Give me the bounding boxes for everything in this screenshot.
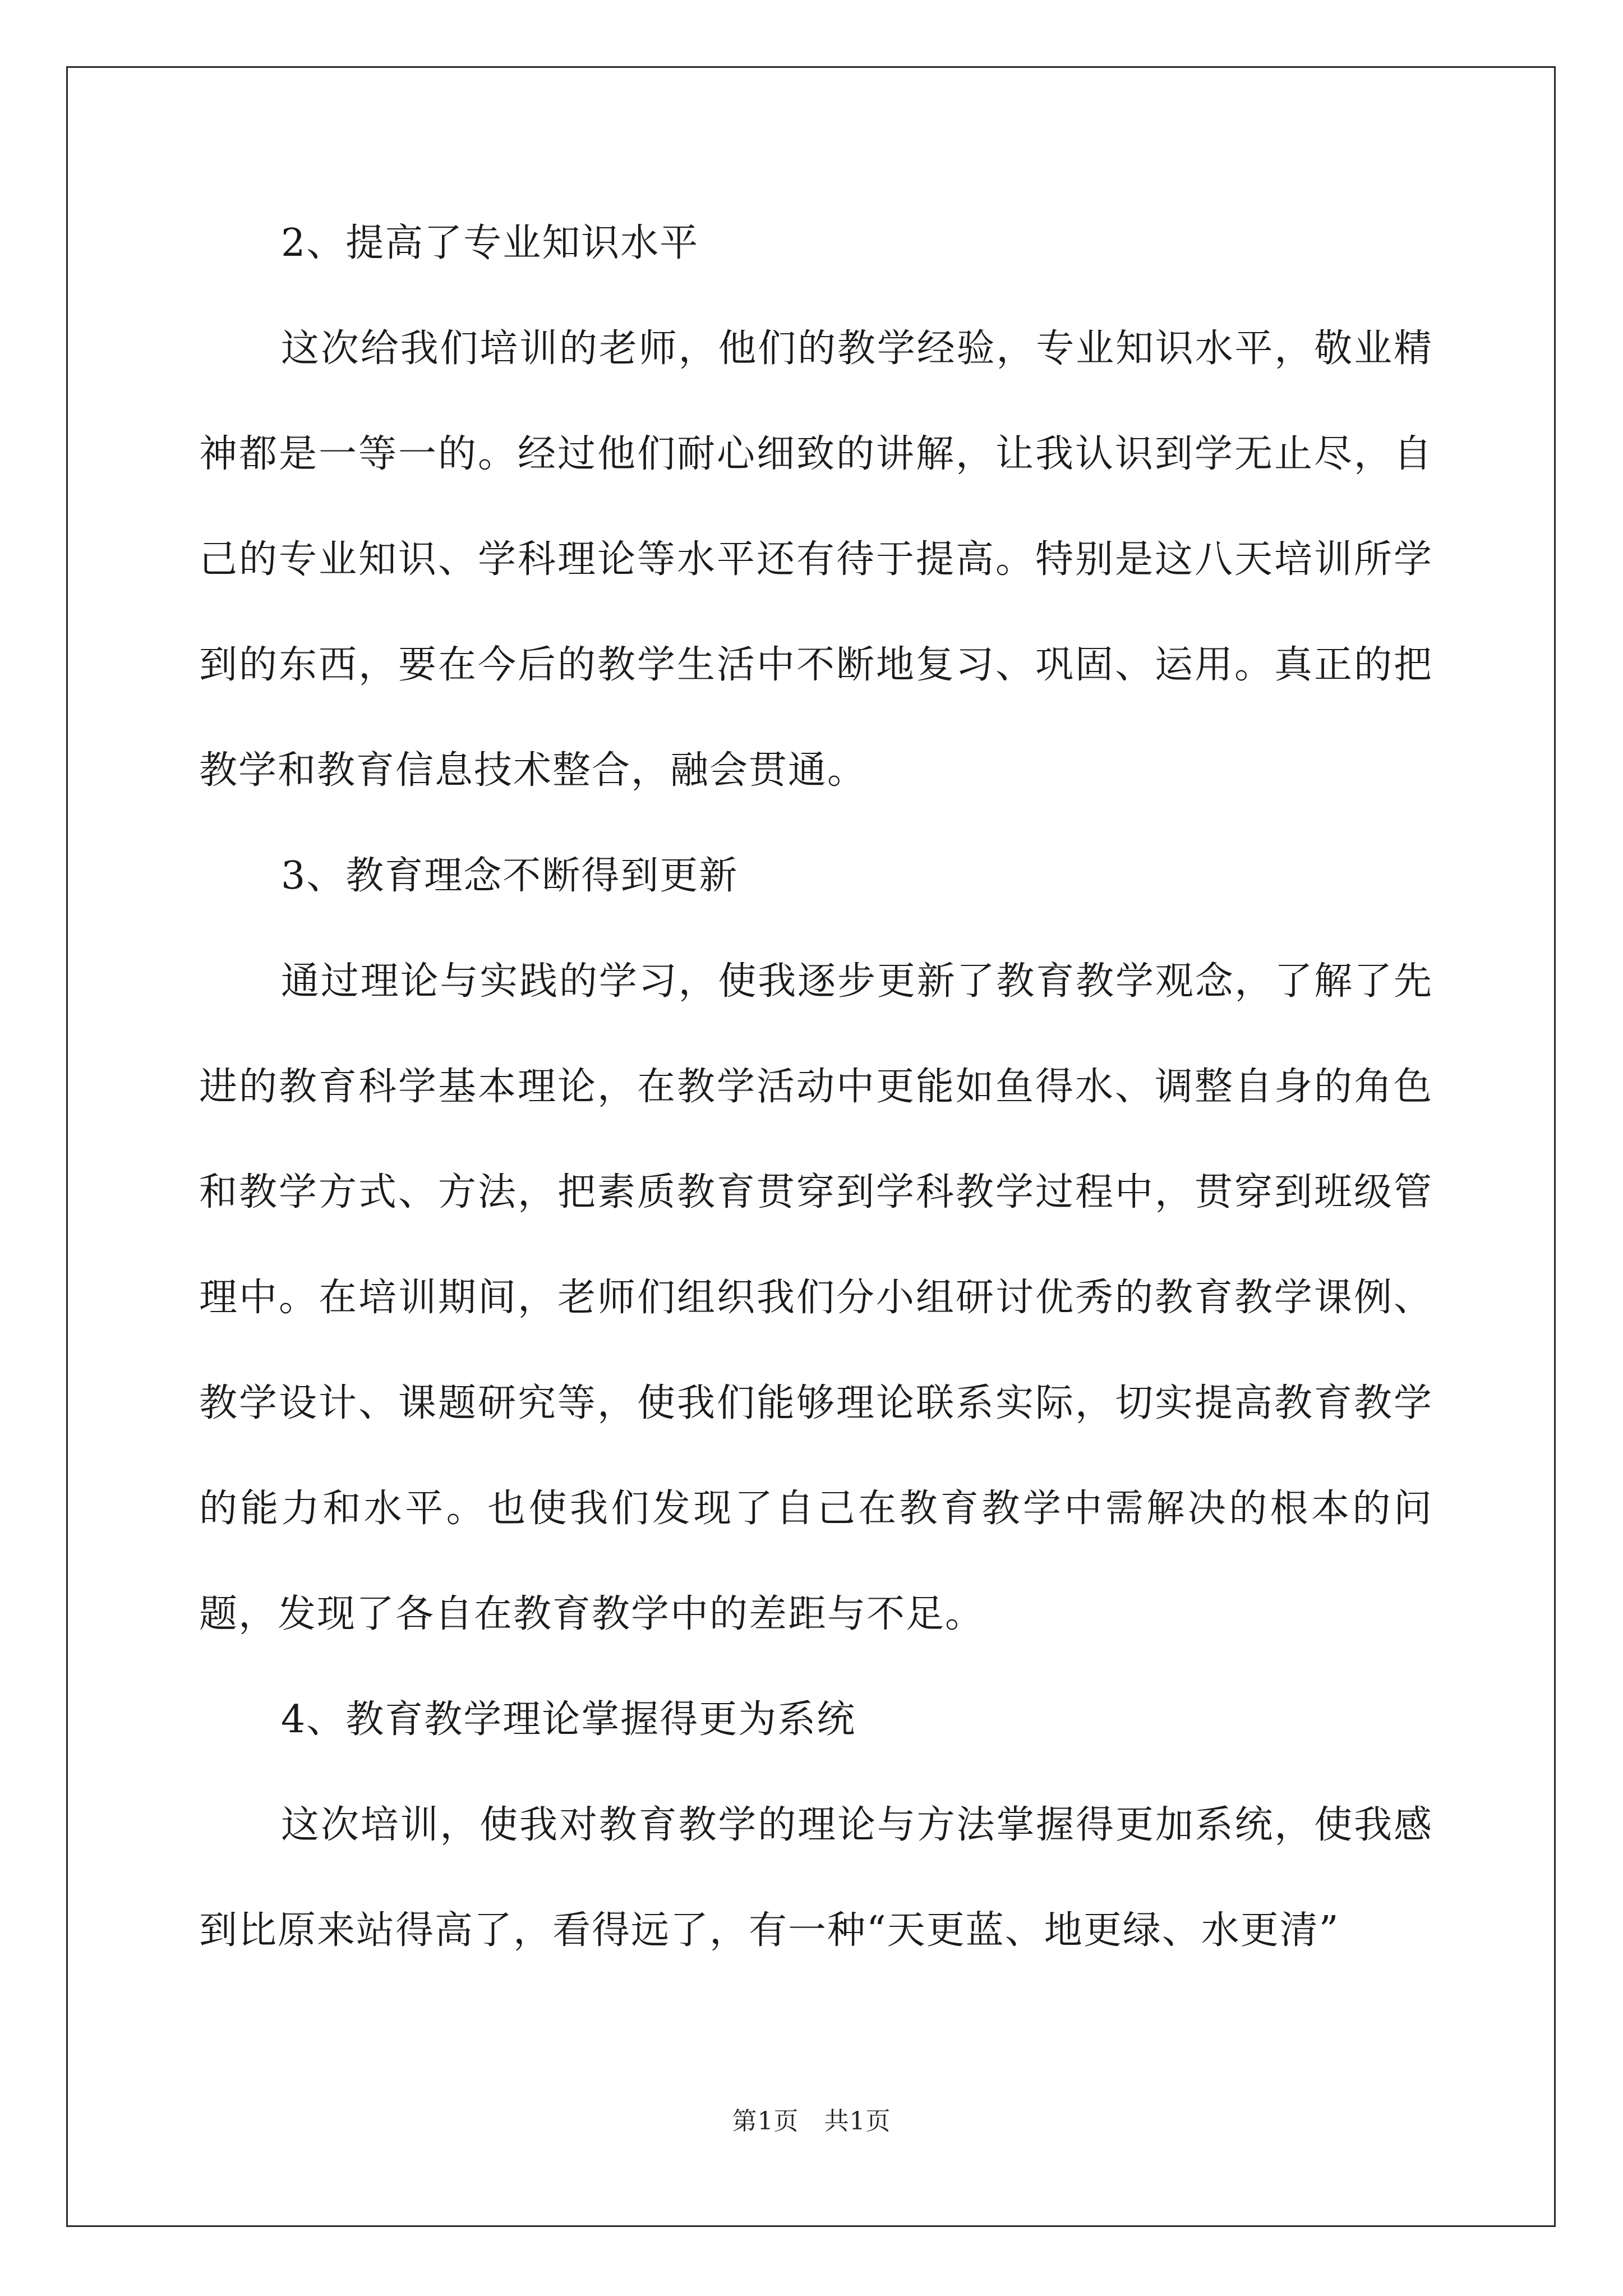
section-paragraph-2: 这次给我们培训的老师，他们的教学经验，专业知识水平，敬业精神都是一等一的。经过他们耐心细致的讲解，让我认识到学无止尽，自己的专业知识、学科理论等水平还有待于提高。特别是这八天培训所学到的东西，要在今后的教学生活中不断地复习、巩固、运用。真正的把教学和教育信息技术整合，融会贯通。 [199,326,1433,793]
page-footer: 第1页 共1页 [732,2107,891,2136]
section-heading-4: 4、教育教学理论掌握得更为系统 [281,1697,856,1742]
section-heading-3: 3、教育理念不断得到更新 [281,854,739,898]
document-body [199,191,1433,1984]
section-paragraph-4: 这次培训，使我对教育教学的理论与方法掌握得更加系统，使我感到比原来站得高了，看得远了，有一种“天更蓝、地更绿、水更清” [199,1803,1433,1953]
section-paragraph-3: 通过理论与实践的学习，使我逐步更新了教育教学观念，了解了先进的教育科学基本理论，在教学活动中更能如鱼得水、调整自身的角色和教学方式、方法，把素质教育贯穿到学科教学过程中，贯穿到班级管理中。在培训期间，老师们组织我们分小组研讨优秀的教育教学课例、教学设计、课题研究等，使我们能够理论联系实际，切实提高教育教学的能力和水平。也使我们发现了自己在教育教学中需解决的根本的问题，发现了各自在教育教学中的差距与不足。 [199,959,1433,1636]
section-heading-2: 2、提高了专业知识水平 [281,221,699,265]
